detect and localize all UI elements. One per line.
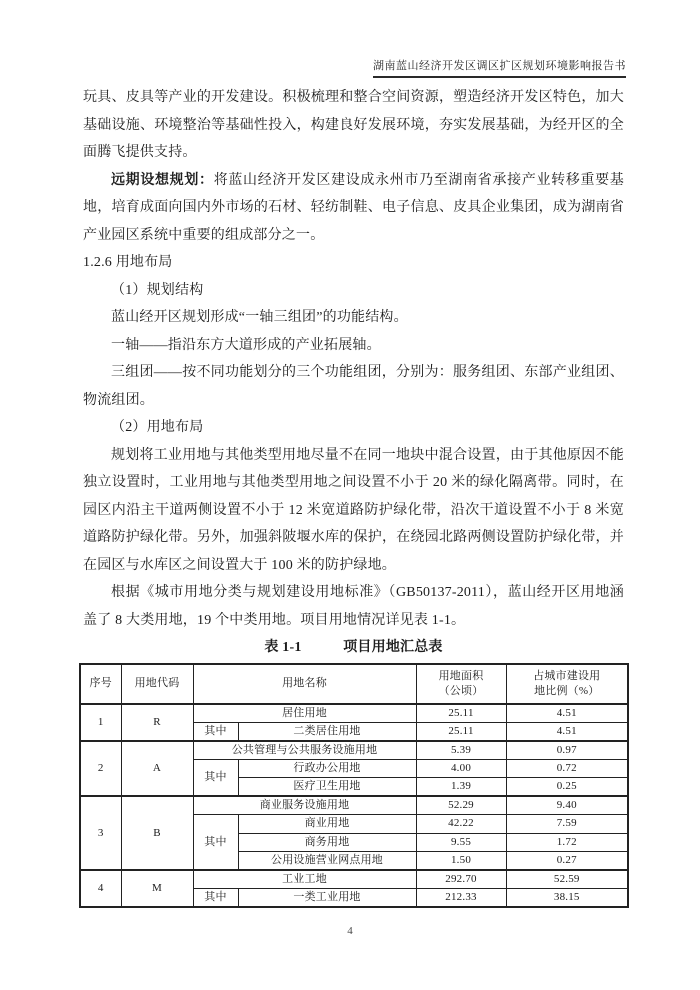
cell-ratio: 4.51 bbox=[506, 704, 628, 723]
cell-subgroup: 其中 bbox=[193, 815, 238, 871]
table-row bbox=[80, 870, 628, 889]
cell-code: R bbox=[121, 704, 193, 741]
cell-code: A bbox=[121, 741, 193, 797]
table-row bbox=[80, 796, 628, 815]
cell-index: 2 bbox=[80, 741, 121, 797]
subheading-planning-structure: （1）规划结构 bbox=[111, 282, 204, 298]
table-row bbox=[80, 741, 628, 760]
cell-ratio: 38.15 bbox=[506, 889, 628, 908]
paragraph-development: 玩具、皮具等产业的开发建设。积极梳理和整合空间资源，塑造经济开发区特色，加大基础设施、环境整治等基础性投入，构建良好发展环境，夯实发展基础，为经开区的全面腾飞提供支持。 bbox=[83, 90, 624, 160]
cell-name: 行政办公用地 bbox=[238, 759, 416, 778]
paragraph-long-term-plan bbox=[83, 167, 624, 250]
cell-ratio: 0.97 bbox=[506, 741, 628, 760]
paragraph-land-standard: 根据《城市用地分类与规划建设用地标准》（GB50137-2011），蓝山经开区用地涵盖了 8 大类用地，19 个中类用地。项目用地情况详见表 1-1。 bbox=[83, 585, 624, 628]
cell-area: 9.55 bbox=[416, 833, 506, 852]
cell-area: 52.29 bbox=[416, 796, 506, 815]
cell-code: M bbox=[121, 870, 193, 907]
header-title: 湖南蓝山经济开发区调区扩区规划环境影响报告书 bbox=[373, 57, 626, 78]
paragraph-long-term-plan-lead: 远期设想规划： bbox=[111, 172, 214, 188]
cell-area: 25.11 bbox=[416, 704, 506, 723]
cell-name: 公共管理与公共服务设施用地 bbox=[193, 741, 416, 760]
cell-name: 商业服务设施用地 bbox=[193, 796, 416, 815]
table-caption bbox=[83, 634, 624, 662]
land-use-summary-table bbox=[79, 663, 629, 909]
page-number: 4 bbox=[347, 925, 353, 937]
paragraph-long-term-plan-body: 将蓝山经济开发区建设成永州市乃至湖南省承接产业转移重要基地，培育成面向国内外市场的石材、轻纺制鞋、电子信息、皮具企业集团，成为湖南省产业园区系统中重要的组成部分之一。 bbox=[83, 172, 624, 243]
header-cell-area: 用地面积 （公顷） bbox=[416, 664, 506, 704]
header-cell-ratio: 占城市建设用 地比例（%） bbox=[506, 664, 628, 704]
cell-area: 1.50 bbox=[416, 852, 506, 871]
paragraph-three-clusters: 三组团——按不同功能划分的三个功能组团，分别为：服务组团、东部产业组团、物流组团。 bbox=[83, 365, 624, 408]
cell-name: 医疗卫生用地 bbox=[238, 778, 416, 797]
cell-index: 4 bbox=[80, 870, 121, 907]
page-header bbox=[0, 57, 626, 78]
cell-ratio: 52.59 bbox=[506, 870, 628, 889]
paragraph-greenbelt-rules: 规划将工业用地与其他类型用地尽量不在同一地块中混合设置，由于其他原因不能独立设置时，工业用地与其他类型用地之间设置不小于 20 米的绿化隔离带。同时，在园区内沿主干道两侧设置不小于 12 米宽道路防护绿化带，沿次干道设置不小于 8 米宽道路防护绿化带。另外，加强斜陂堰水库的保护，在绕园北路两侧设置防护绿化带，并在园区与水库区之间设置大于 100 米的防护绿地。 bbox=[83, 447, 624, 573]
section-heading-1-2-6: 1.2.6 用地布局 bbox=[83, 255, 173, 270]
cell-subgroup: 其中 bbox=[193, 889, 238, 908]
cell-area: 4.00 bbox=[416, 759, 506, 778]
cell-name: 一类工业用地 bbox=[238, 889, 416, 908]
cell-area: 1.39 bbox=[416, 778, 506, 797]
cell-name: 商业用地 bbox=[238, 815, 416, 834]
table-header-row bbox=[80, 664, 628, 704]
table-row bbox=[80, 704, 628, 723]
cell-subgroup: 其中 bbox=[193, 722, 238, 741]
table-caption-label: 表 1-1 bbox=[264, 640, 302, 655]
cell-name: 居住用地 bbox=[193, 704, 416, 723]
cell-name: 商务用地 bbox=[238, 833, 416, 852]
cell-ratio: 0.25 bbox=[506, 778, 628, 797]
cell-ratio: 9.40 bbox=[506, 796, 628, 815]
header-cell-name: 用地名称 bbox=[193, 664, 416, 704]
cell-area: 25.11 bbox=[416, 722, 506, 741]
cell-ratio: 0.72 bbox=[506, 759, 628, 778]
page-content bbox=[83, 84, 624, 908]
cell-name: 公用设施营业网点用地 bbox=[238, 852, 416, 871]
cell-area: 5.39 bbox=[416, 741, 506, 760]
cell-index: 1 bbox=[80, 704, 121, 741]
cell-subgroup: 其中 bbox=[193, 759, 238, 796]
paragraph-one-axis: 一轴——指沿东方大道形成的产业拓展轴。 bbox=[111, 337, 381, 353]
cell-area: 212.33 bbox=[416, 889, 506, 908]
cell-code: B bbox=[121, 796, 193, 870]
cell-area: 42.22 bbox=[416, 815, 506, 834]
cell-name: 工业工地 bbox=[193, 870, 416, 889]
subheading-land-layout: （2）用地布局 bbox=[111, 420, 204, 435]
header-cell-index: 序号 bbox=[80, 664, 121, 704]
cell-ratio: 7.59 bbox=[506, 815, 628, 834]
cell-area: 292.70 bbox=[416, 870, 506, 889]
table-caption-title: 项目用地汇总表 bbox=[343, 640, 443, 655]
header-cell-code: 用地代码 bbox=[121, 664, 193, 704]
cell-ratio: 1.72 bbox=[506, 833, 628, 852]
cell-index: 3 bbox=[80, 796, 121, 870]
cell-name: 二类居住用地 bbox=[238, 722, 416, 741]
paragraph-one-axis-three-clusters: 蓝山经开区规划形成“一轴三组团”的功能结构。 bbox=[111, 310, 408, 325]
cell-ratio: 0.27 bbox=[506, 852, 628, 871]
cell-ratio: 4.51 bbox=[506, 722, 628, 741]
